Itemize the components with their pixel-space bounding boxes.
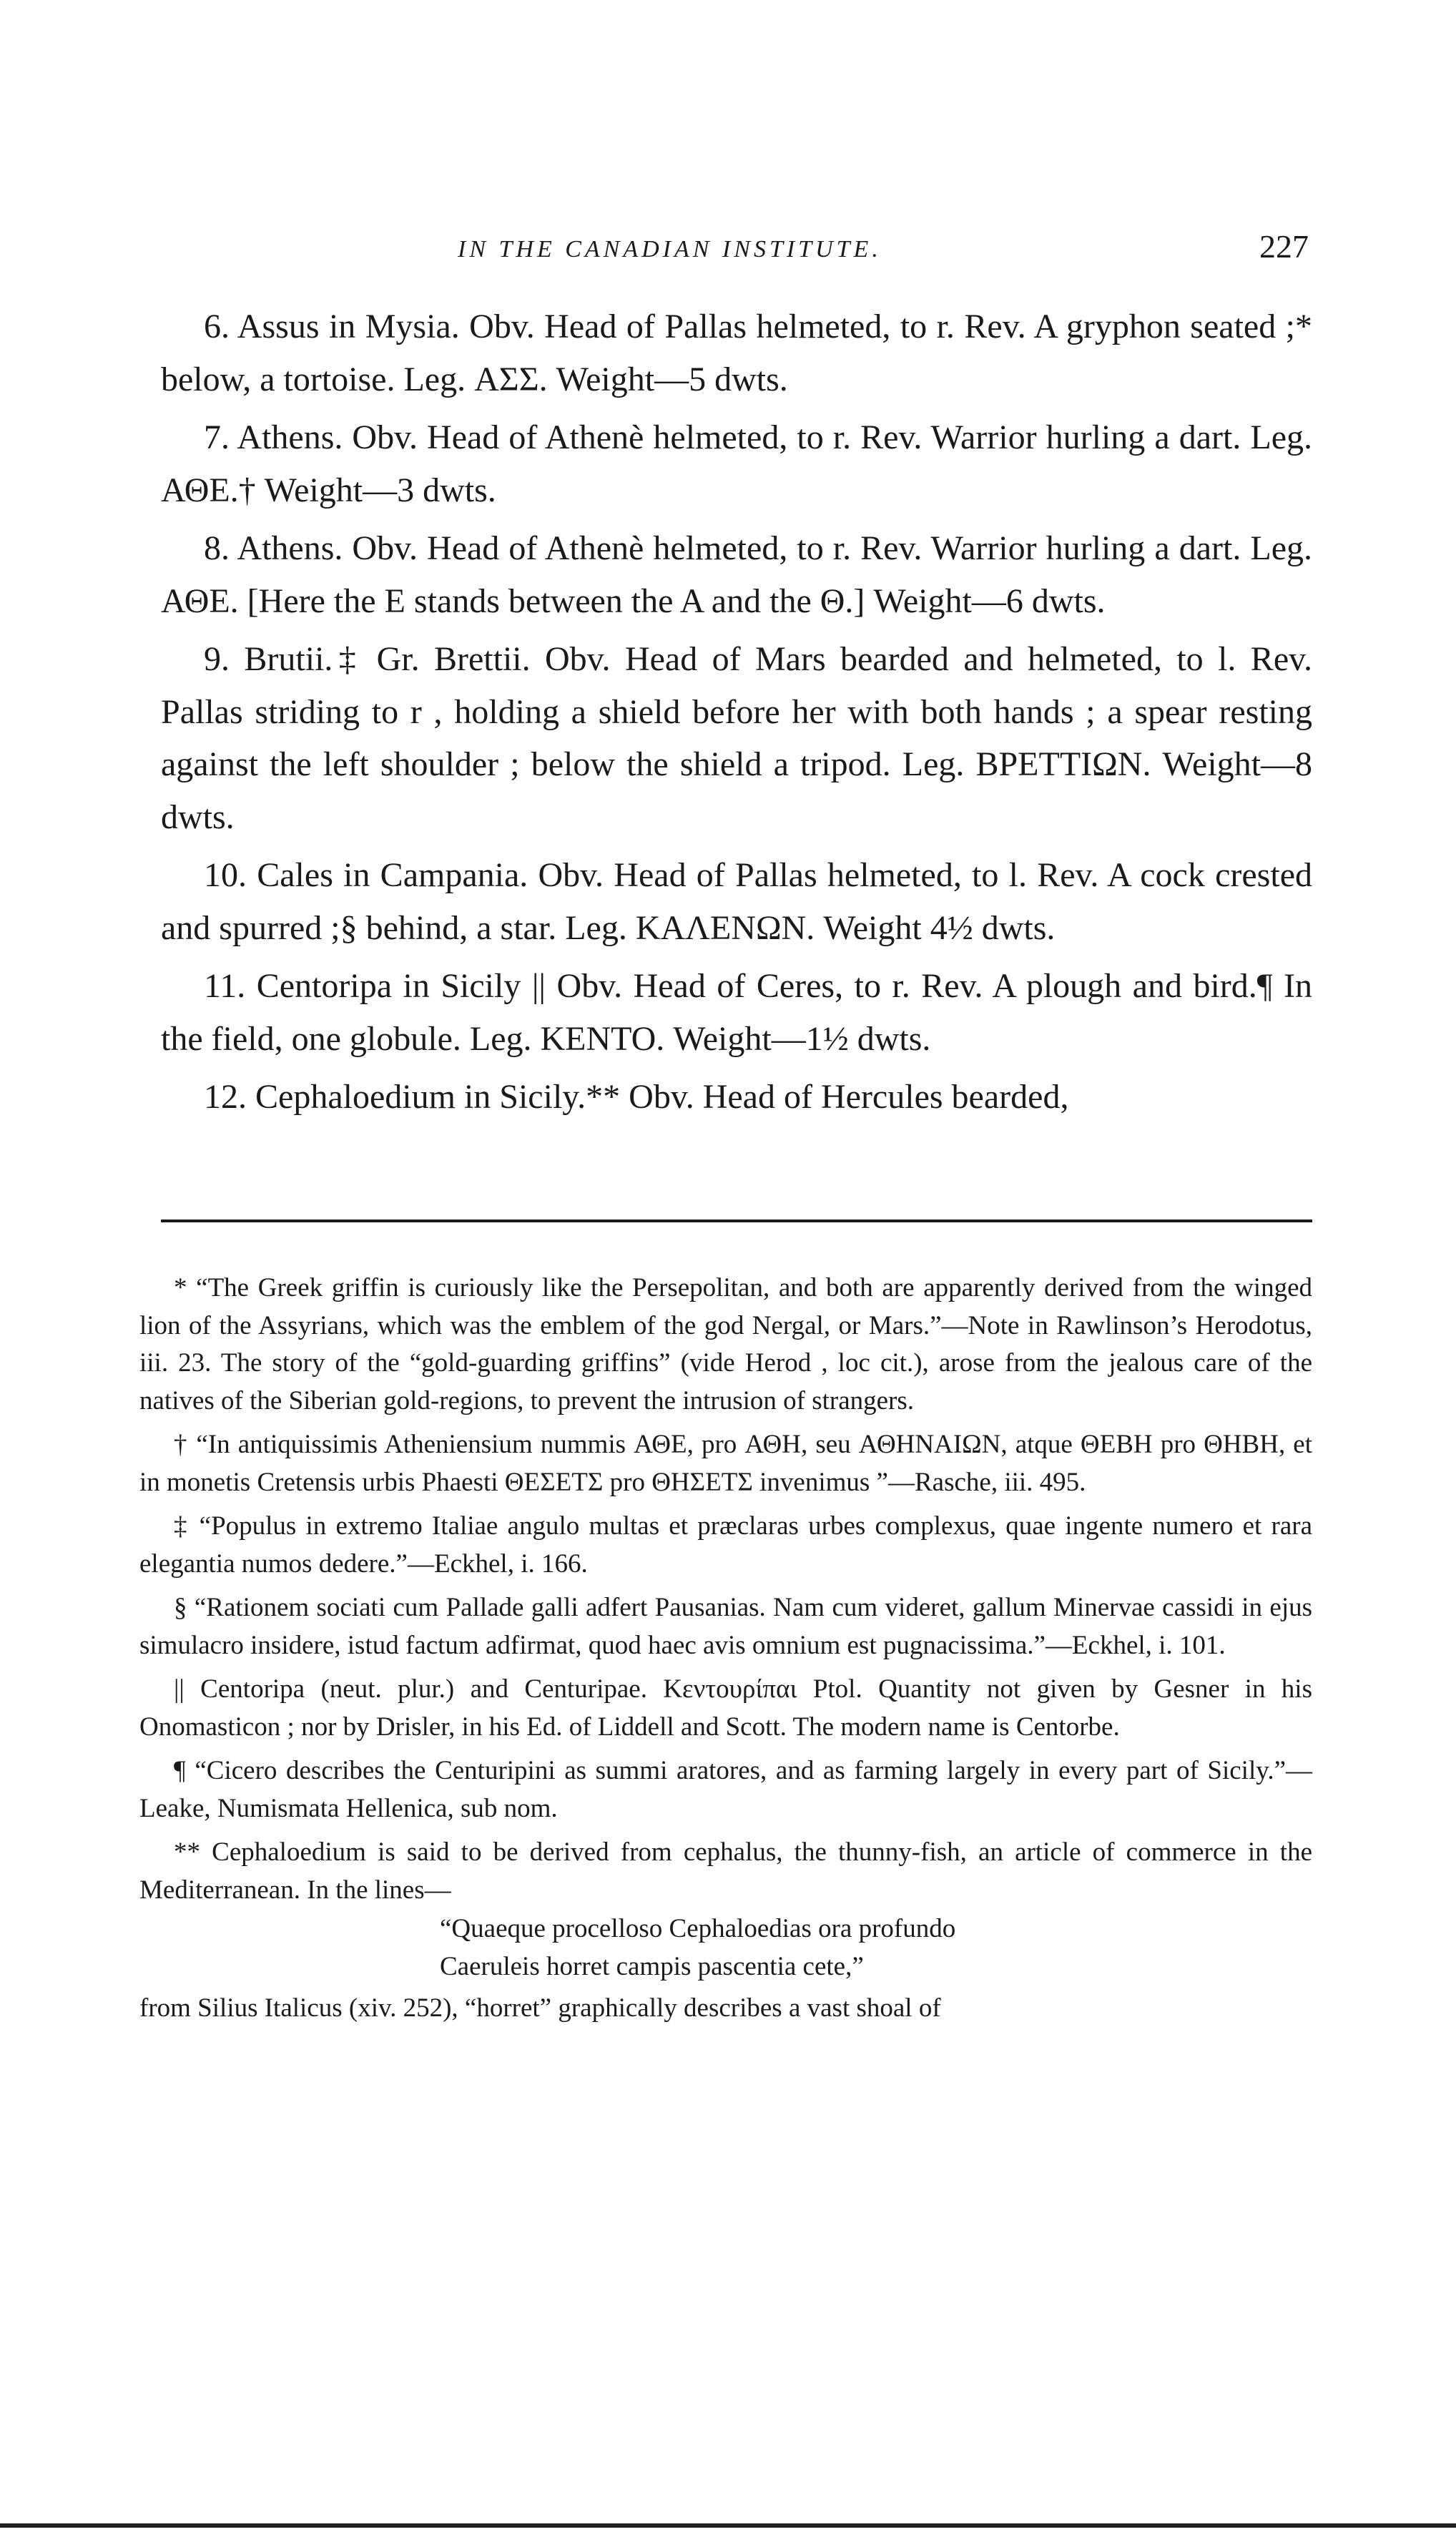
footnotes — [139, 1270, 1312, 2034]
footnote-double-dagger: ‡ “Populus in extremo Italiae angulo multas et præclaras urbes complexus, quae ingente numero et rara elegantia numos dedere.”—Eckhel, i. 166. — [139, 1511, 1312, 1579]
verse-line-1: “Quaeque procelloso Cephaloedias ora profundo — [440, 1914, 956, 1943]
footnote-divider — [161, 1219, 1312, 1222]
running-head: IN THE CANADIAN INSTITUTE. — [458, 236, 882, 262]
footnote-parallel: || Centoripa (neut. plur.) and Centuripae. Κεντουρίπαι Ptol. Quantity not given by Gesner in his Onomasticon ; nor by Drisler, in his Ed. of Liddell and Scott. The modern name is Centorbe. — [139, 1674, 1312, 1742]
footnote-double-asterisk: ** Cephaloedium is said to be derived from cephalus, the thunny-fish, an article of commerce in the Mediterranean. In the lines— — [139, 1837, 1312, 1905]
footnote-section: § “Rationem sociati cum Pallade galli adfert Pausanias. Nam cum videret, gallum Minervae cassidi in ejus simulacro insidere, istud factum adfirmat, quod haec avis omnium est pugnacissima.”—Eckhel, i. 101. — [139, 1593, 1312, 1660]
main-text — [161, 300, 1312, 1129]
coin-entry-7: 7. Athens. Obv. Head of Athenè helmeted, to r. Rev. Warrior hurling a dart. Leg. ΑΘΕ.† Weight—3 dwts. — [161, 418, 1312, 509]
scan-edge — [0, 2523, 1456, 2528]
page-header — [164, 227, 1309, 278]
coin-entry-8: 8. Athens. Obv. Head of Athenè helmeted, to r. Rev. Warrior hurling a dart. Leg. ΑΘΕ. [Here the E stands between the A and the Θ.] Weight—6 dwts. — [161, 529, 1312, 620]
footnote-asterisk: * “The Greek griffin is curiously like the Persepolitan, and both are apparently derived from the winged lion of the Assyrians, which was the emblem of the god Nergal, or Mars.”—Note in Rawlinson’s Herodotus, iii. 23. The story of the “gold-guarding griffins” (vide Herod , loc cit.), arose from the jealous care of the natives of the Siberian gold-regions, to prevent the intrusion of strangers. — [139, 1273, 1312, 1415]
footnote-pilcrow: ¶ “Cicero describes the Centuripini as summi aratores, and as farming largely in every part of Sicily.”—Leake, Numismata Hellenica, sub nom. — [139, 1756, 1312, 1823]
verse-line-2: Caeruleis horret campis pascentia cete,” — [440, 1951, 864, 1981]
coin-entry-11: 11. Centoripa in Sicily || Obv. Head of Ceres, to r. Rev. A plough and bird.¶ In the field, one globule. Leg. ΚΕΝΤΟ. Weight—1½ dwts. — [161, 967, 1312, 1058]
footnote-continuation: from Silius Italicus (xiv. 252), “horret” graphically describes a vast shoal of — [139, 1993, 941, 2023]
coin-entry-9: 9. Brutii.‡ Gr. Brettii. Obv. Head of Mars bearded and helmeted, to l. Rev. Pallas striding to r , holding a shield before her with both hands ; a spear resting against the left shoulder ; below the shield a tripod. Leg. ΒΡΕΤΤΙΩΝ. Weight—8 dwts. — [161, 640, 1312, 836]
coin-entry-6: 6. Assus in Mysia. Obv. Head of Pallas helmeted, to r. Rev. A gryphon seated ;* below, a tortoise. Leg. ΑΣΣ. Weight—5 dwts. — [161, 308, 1312, 398]
footnote-dagger: † “In antiquissimis Atheniensium nummis ΑΘΕ, pro ΑΘΗ, seu ΑΘΗΝΑΙΩΝ, atque ΘΕΒΗ pro ΘΗΒΗ, et in monetis Cretensis urbis Phaesti ΘΕΣΕΤΣ pro ΘΗΣΕΤΣ invenimus ”—Rasche, iii. 495. — [139, 1430, 1312, 1497]
coin-entry-12: 12. Cephaloedium in Sicily.** Obv. Head of Hercules bearded, — [204, 1078, 1069, 1116]
coin-entry-10: 10. Cales in Campania. Obv. Head of Pallas helmeted, to l. Rev. A cock crested and spurred ;§ behind, a star. Leg. ΚΑΛΕΝΩΝ. Weight 4½ dwts. — [161, 856, 1312, 947]
page-number: 227 — [1259, 228, 1309, 265]
